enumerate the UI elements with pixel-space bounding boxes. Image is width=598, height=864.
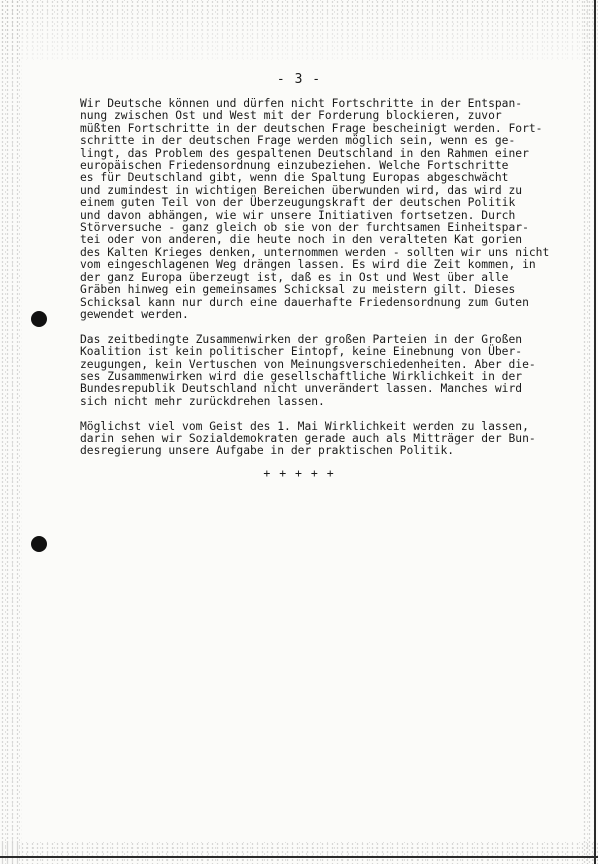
page-edge-bottom xyxy=(0,856,598,858)
text-line: zeugungen, kein Vertuschen von Meinungsverschiedenheiten. Aber die- xyxy=(80,357,536,371)
punch-hole-lower xyxy=(31,536,47,552)
text-line: Störversuche - ganz gleich ob sie von der furchtsamen Einheitspar- xyxy=(80,221,529,235)
text-line: lingt, das Problem des gespaltenen Deutschland in den Rahmen einer xyxy=(80,146,529,160)
text-line: müßten Fortschritte in der deutschen Frage bescheinigt werden. Fort- xyxy=(80,121,543,135)
text-line: der ganz Europa überzeugt ist, daß es in Ost und West über alle xyxy=(80,270,509,284)
scan-noise-fade xyxy=(0,0,598,70)
text-line: schritte in der deutschen Frage werden möglich sein, wenn es ge- xyxy=(80,134,516,148)
closing-marks: + + + + + xyxy=(263,466,335,480)
paragraph xyxy=(80,98,570,321)
text-line: nung zwischen Ost und West mit der Forderung blockieren, zuvor xyxy=(80,109,502,123)
text-line: sich nicht mehr zurückdrehen lassen. xyxy=(80,394,325,408)
text-line: Wir Deutsche können und dürfen nicht Fortschritte in der Entspan- xyxy=(80,97,523,110)
text-line: tei oder von anderen, die heute noch in den veralteten Kat gorien xyxy=(80,233,523,247)
punch-hole-upper xyxy=(31,311,47,327)
paragraph xyxy=(80,421,570,458)
paragraph xyxy=(80,334,570,408)
text-line: Koalition ist kein politischer Eintopf, keine Einebnung von Über- xyxy=(80,345,523,359)
scan-noise-bottom xyxy=(0,842,598,864)
scan-noise-left xyxy=(0,0,22,864)
text-line: und davon abhängen, wie wir unsere Initiativen fortsetzen. Durch xyxy=(80,208,516,222)
text-line: Schicksal kann nur durch eine dauerhafte Friedensordnung zum Guten xyxy=(80,295,529,309)
text-line: und zumindest in wichtigen Bereichen überwunden wird, das wird zu xyxy=(80,183,523,197)
text-line: ses Zusammenwirken wird die gesellschaftliche Wirklichkeit in der xyxy=(80,369,523,383)
text-line: Bundesrepublik Deutschland nicht unverändert lassen. Manches wird xyxy=(80,382,523,396)
text-line: europäischen Friedensordnung einzubeziehen. Welche Fortschritte xyxy=(80,159,509,173)
text-line: es für Deutschland gibt, wenn die Spaltung Europas abgeschwächt xyxy=(80,171,509,185)
text-line: vom eingeschlagenen Weg drängen lassen. Es wird die Zeit kommen, in xyxy=(80,258,536,272)
body-text xyxy=(80,98,570,470)
text-line: gewendet werden. xyxy=(80,307,189,321)
text-line: des Kalten Krieges denken, unternommen werden - sollten wir uns nicht xyxy=(80,245,550,259)
text-line: Das zeitbedingte Zusammenwirken der großen Parteien in der Großen xyxy=(80,332,523,346)
text-line: Gräben hinweg ein gemeinsames Schicksal zu meistern gilt. Dieses xyxy=(80,283,516,297)
text-line: Möglichst viel vom Geist des 1. Mai Wirklichkeit werden zu lassen, xyxy=(80,419,529,433)
page-edge-right xyxy=(594,0,596,864)
text-line: desregierung unsere Aufgabe in der praktischen Politik. xyxy=(80,444,455,458)
text-line: darin sehen wir Sozialdemokraten gerade auch als Mitträger der Bun- xyxy=(80,431,536,445)
page-number: - 3 - xyxy=(276,72,322,87)
text-line: einem guten Teil von der Überzeugungskraft der deutschen Politik xyxy=(80,196,516,210)
